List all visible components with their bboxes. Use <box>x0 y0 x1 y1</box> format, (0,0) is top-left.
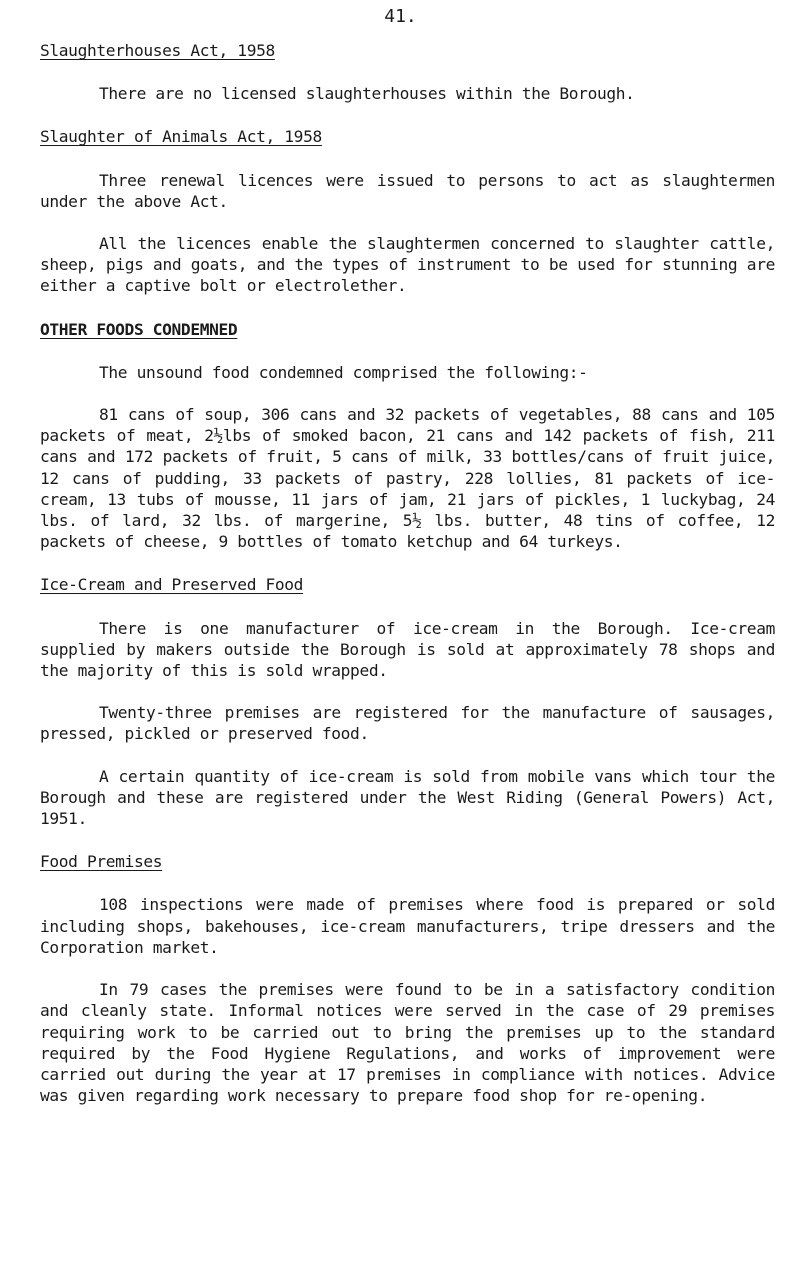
paragraph: The unsound food condemned comprised the following:- <box>99 362 588 382</box>
paragraph: All the licences enable the slaughtermen concerned to slaughter cattle, sheep, pigs and goats, and the types of instrument to be used for stunning are either a captive bolt or electrolether. <box>40 234 775 296</box>
page-number: 41. <box>384 6 417 27</box>
section-heading: OTHER FOODS CONDEMNED <box>40 319 238 339</box>
section-slaughterhouses-act <box>40 40 775 104</box>
section-heading: Slaughterhouses Act, 1958 <box>40 41 275 60</box>
section-ice-cream-preserved-food <box>40 574 775 829</box>
condemned-food-list: 81 cans of soup, 306 cans and 32 packets of vegetables, 88 cans and 105 packets of meat, 2½lbs of smoked bacon, 21 cans and 142 packets of fish, 211 cans and 172 packets of fruit, 5 cans of milk, 33 bottles/cans of fruit juice, 12 cans of pudding, 33 packets of pastry, 228 lollies, 81 packets of ice-cream, 13 tubs of mousse, 11 jars of jam, 21 jars of pickles, 1 luckybag, 24 lbs. of lard, 32 lbs. of margerine, 5½ lbs. butter, 48 tins of coffee, 12 packets of cheese, 9 bottles of tomato ketchup and 64 turkeys. <box>40 405 775 552</box>
paragraph: 108 inspections were made of premises where food is prepared or sold including shops, bakehouses, ice-cream manufacturers, tripe dressers and the Corporation market. <box>40 895 775 957</box>
paragraph: Twenty-three premises are registered for the manufacture of sausages, pressed, pickled or preserved food. <box>40 703 775 744</box>
paragraph: A certain quantity of ice-cream is sold from mobile vans which tour the Borough and these are registered under the West Riding (General Powers) Act, 1951. <box>40 766 775 829</box>
section-food-premises <box>40 851 775 1106</box>
section-heading: Food Premises <box>40 852 163 872</box>
paragraph: There is one manufacturer of ice-cream in the Borough. Ice-cream supplied by makers outside the Borough is sold at approximately 78 shops and the majority of this is sold wrapped. <box>40 618 775 681</box>
document-body <box>40 40 775 1106</box>
paragraph: Three renewal licences were issued to persons to act as slaughtermen under the above Act. <box>40 170 775 211</box>
section-heading: Slaughter of Animals Act, 1958 <box>40 127 322 147</box>
section-slaughter-of-animals-act <box>40 126 775 296</box>
section-other-foods-condemned <box>40 319 775 553</box>
paragraph: In 79 cases the premises were found to be in a satisfactory condition and cleanly state. Informal notices were served in the case of 29 premises requiring work to be carried out to bring the premises up to the standard required by the Food Hygiene Regulations, and works of improvement were carried out during the year at 17 premises in compliance with notices. Advice was given regarding work necessary to prepare food shop for re-opening. <box>40 980 775 1106</box>
section-heading: Ice-Cream and Preserved Food <box>40 575 304 595</box>
paragraph: There are no licensed slaughterhouses within the Borough. <box>99 84 635 104</box>
